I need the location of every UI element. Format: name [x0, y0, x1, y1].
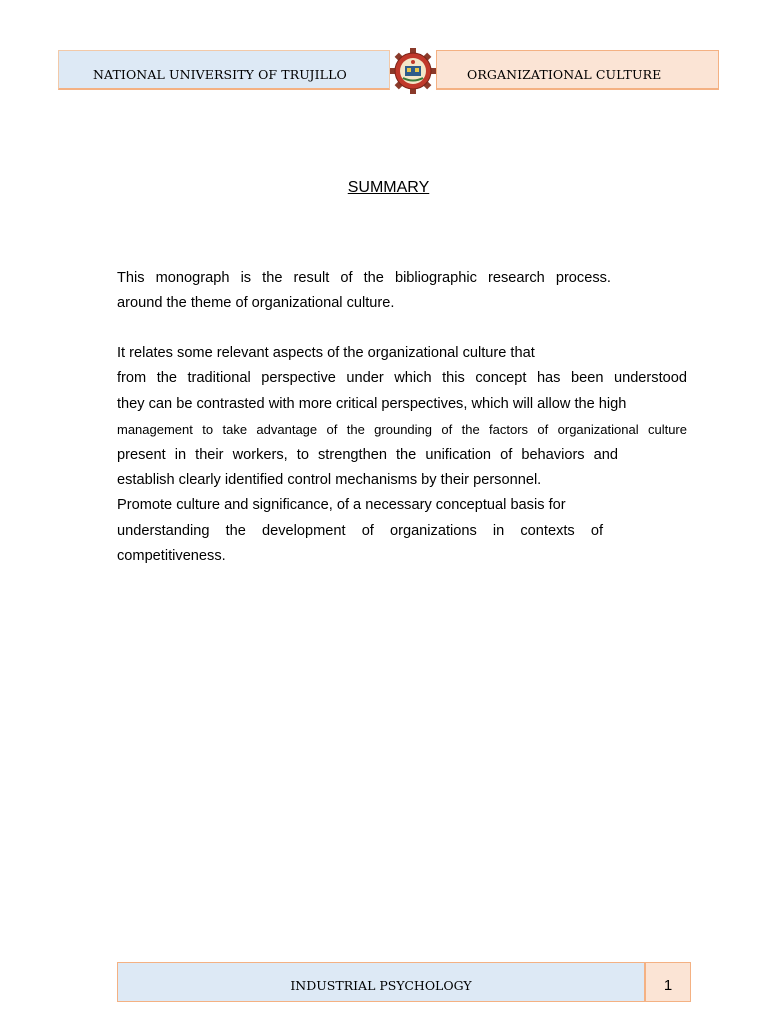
header-left-box [58, 50, 390, 90]
paragraph-line: It relates some relevant aspects of the organizational culture that [117, 345, 535, 361]
paragraph-line: understanding the development of organizations in contexts of [117, 522, 603, 539]
paragraph-line: Promote culture and significance, of a necessary conceptual basis for [117, 497, 566, 514]
paragraph-line: present in their workers, to strengthen the unification of behaviors and [117, 446, 618, 463]
page-title: SUMMARY [347, 179, 430, 196]
summary-paragraph-2 [117, 341, 687, 570]
summary-paragraph-1 [117, 266, 611, 317]
paragraph-line: management to take advantage of the grounding of the factors of organizational culture [117, 422, 687, 438]
footer-box [117, 962, 645, 1002]
page-number: 1 [663, 977, 673, 994]
paragraph-line: This monograph is the result of the bibliographic research process. [117, 270, 611, 286]
document-topic: ORGANIZATIONAL CULTURE [467, 67, 662, 82]
paragraph-line: competitiveness. [117, 548, 226, 565]
university-seal-icon [389, 47, 437, 95]
footer-course-name: INDUSTRIAL PSYCHOLOGY [290, 978, 472, 993]
page-number-box [645, 962, 691, 1002]
university-name: NATIONAL UNIVERSITY OF TRUJILLO [93, 67, 347, 82]
header-right-box [436, 50, 719, 90]
paragraph-line: establish clearly identified control mechanisms by their personnel. [117, 471, 542, 488]
paragraph-line: they can be contrasted with more critical perspectives, which will allow the high [117, 395, 627, 412]
paragraph-line: around the theme of organizational culture. [117, 295, 395, 312]
paragraph-line: from the traditional perspective under which this concept has been understood [117, 370, 687, 387]
